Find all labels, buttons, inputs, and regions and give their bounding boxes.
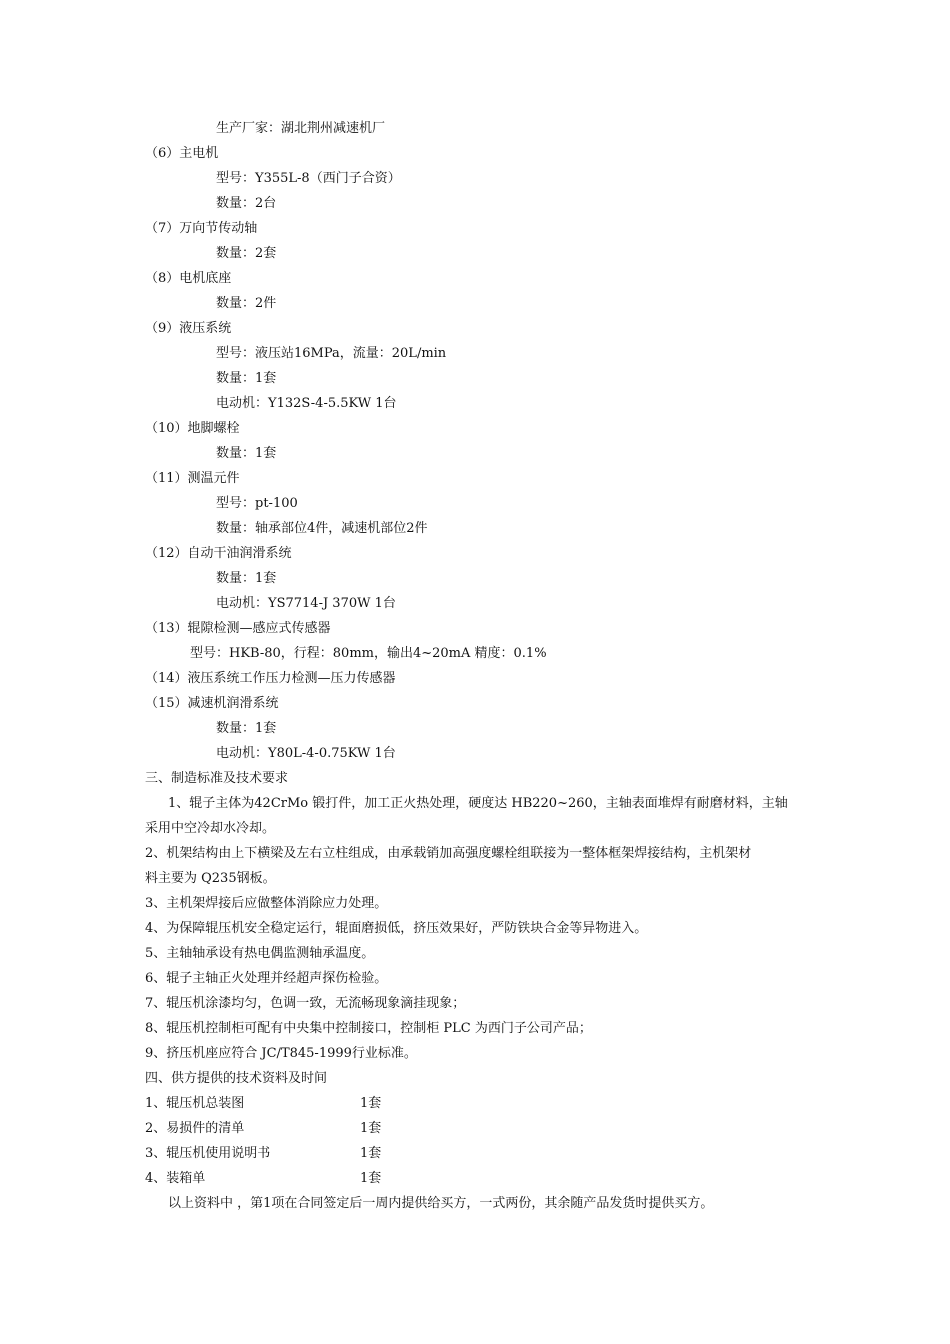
item-title: （12）自动干油润滑系统 bbox=[145, 546, 292, 561]
doc-row bbox=[145, 1095, 381, 1113]
item-title: （8）电机底座 bbox=[145, 271, 232, 286]
qty-line: 数量：2套 bbox=[216, 246, 277, 261]
qty-line: 数量：1套 bbox=[216, 371, 277, 386]
paragraph-line: 4、为保障辊压机安全稳定运行，辊面磨损低，挤压效果好，严防铁块合金等异物进入。 bbox=[145, 921, 648, 936]
item-title: （6）主电机 bbox=[145, 146, 219, 161]
doc-name: 1、辊压机总装图 bbox=[145, 1096, 245, 1111]
paragraph-line: 3、主机架焊接后应做整体消除应力处理。 bbox=[145, 896, 388, 911]
doc-row bbox=[145, 1145, 381, 1163]
mfr-line: 生产厂家：湖北荆州减速机厂 bbox=[216, 121, 386, 136]
model-line: 型号：Y355L-8（西门子合资） bbox=[216, 171, 401, 186]
paragraph-line: 1、辊子主体为42CrMo 锻打件，加工正火热处理，硬度达 HB220~260，主轴表面堆焊有耐磨材料，主轴 bbox=[168, 796, 788, 811]
doc-name: 3、辊压机使用说明书 bbox=[145, 1146, 271, 1161]
paragraph-line: 8、辊压机控制柜可配有中央集中控制接口，控制柜 PLC 为西门子公司产品； bbox=[145, 1021, 592, 1036]
paragraph-line: 采用中空冷却水冷却。 bbox=[145, 821, 276, 836]
doc-row bbox=[145, 1170, 381, 1188]
motor-line: 电动机：YS7714-J 370W 1台 bbox=[216, 596, 396, 611]
doc-qty: 1套 bbox=[360, 1096, 382, 1111]
item-title: （7）万向节传动轴 bbox=[145, 221, 258, 236]
model-line: 型号：液压站16MPa，流量：20L/min bbox=[216, 346, 447, 361]
item-title: （10）地脚螺栓 bbox=[145, 421, 240, 436]
model-line: 型号：HKB-80，行程：80mm，输出4~20mA 精度：0.1% bbox=[190, 646, 547, 661]
doc-name: 2、易损件的清单 bbox=[145, 1121, 245, 1136]
closing-note: 以上资料中 ，第1项在合同签定后一周内提供给买方，一式两份，其余随产品发货时提供买方。 bbox=[168, 1196, 714, 1211]
section-heading: 四、供方提供的技术资料及时间 bbox=[145, 1071, 328, 1086]
qty-line: 数量：1套 bbox=[216, 721, 277, 736]
doc-name: 4、装箱单 bbox=[145, 1171, 206, 1186]
doc-qty: 1套 bbox=[360, 1121, 382, 1136]
doc-qty: 1套 bbox=[360, 1171, 382, 1186]
item-title: （15）减速机润滑系统 bbox=[145, 696, 279, 711]
motor-line: 电动机：Y80L-4-0.75KW 1台 bbox=[216, 746, 396, 761]
qty-line: 数量：1套 bbox=[216, 571, 277, 586]
paragraph-line: 5、主轴轴承设有热电偶监测轴承温度。 bbox=[145, 946, 375, 961]
paragraph-line: 6、辊子主轴正火处理并经超声探伤检验。 bbox=[145, 971, 388, 986]
paragraph-line: 9、挤压机座应符合 JC/T845-1999行业标准。 bbox=[145, 1046, 417, 1061]
section-heading: 三、制造标准及技术要求 bbox=[145, 771, 289, 786]
item-title: （9）液压系统 bbox=[145, 321, 232, 336]
qty-line: 数量：轴承部位4件，减速机部位2件 bbox=[216, 521, 428, 536]
qty-line: 数量：2台 bbox=[216, 196, 277, 211]
paragraph-line: 7、辊压机涂漆均匀，色调一致，无流畅现象滴挂现象； bbox=[145, 996, 466, 1011]
item-title: （14）液压系统工作压力检测—压力传感器 bbox=[145, 671, 396, 686]
qty-line: 数量：1套 bbox=[216, 446, 277, 461]
item-title: （11）测温元件 bbox=[145, 471, 240, 486]
model-line: 型号：pt-100 bbox=[216, 496, 298, 511]
item-title: （13）辊隙检测—感应式传感器 bbox=[145, 621, 331, 636]
paragraph-line: 2、机架结构由上下横梁及左右立柱组成，由承载销加高强度螺栓组联接为一整体框架焊接结构，主机架材 bbox=[145, 846, 752, 861]
paragraph-line: 料主要为 Q235钢板。 bbox=[145, 871, 276, 886]
motor-line: 电动机：Y132S-4-5.5KW 1台 bbox=[216, 396, 397, 411]
qty-line: 数量：2件 bbox=[216, 296, 277, 311]
doc-row bbox=[145, 1120, 381, 1138]
doc-qty: 1套 bbox=[360, 1146, 382, 1161]
